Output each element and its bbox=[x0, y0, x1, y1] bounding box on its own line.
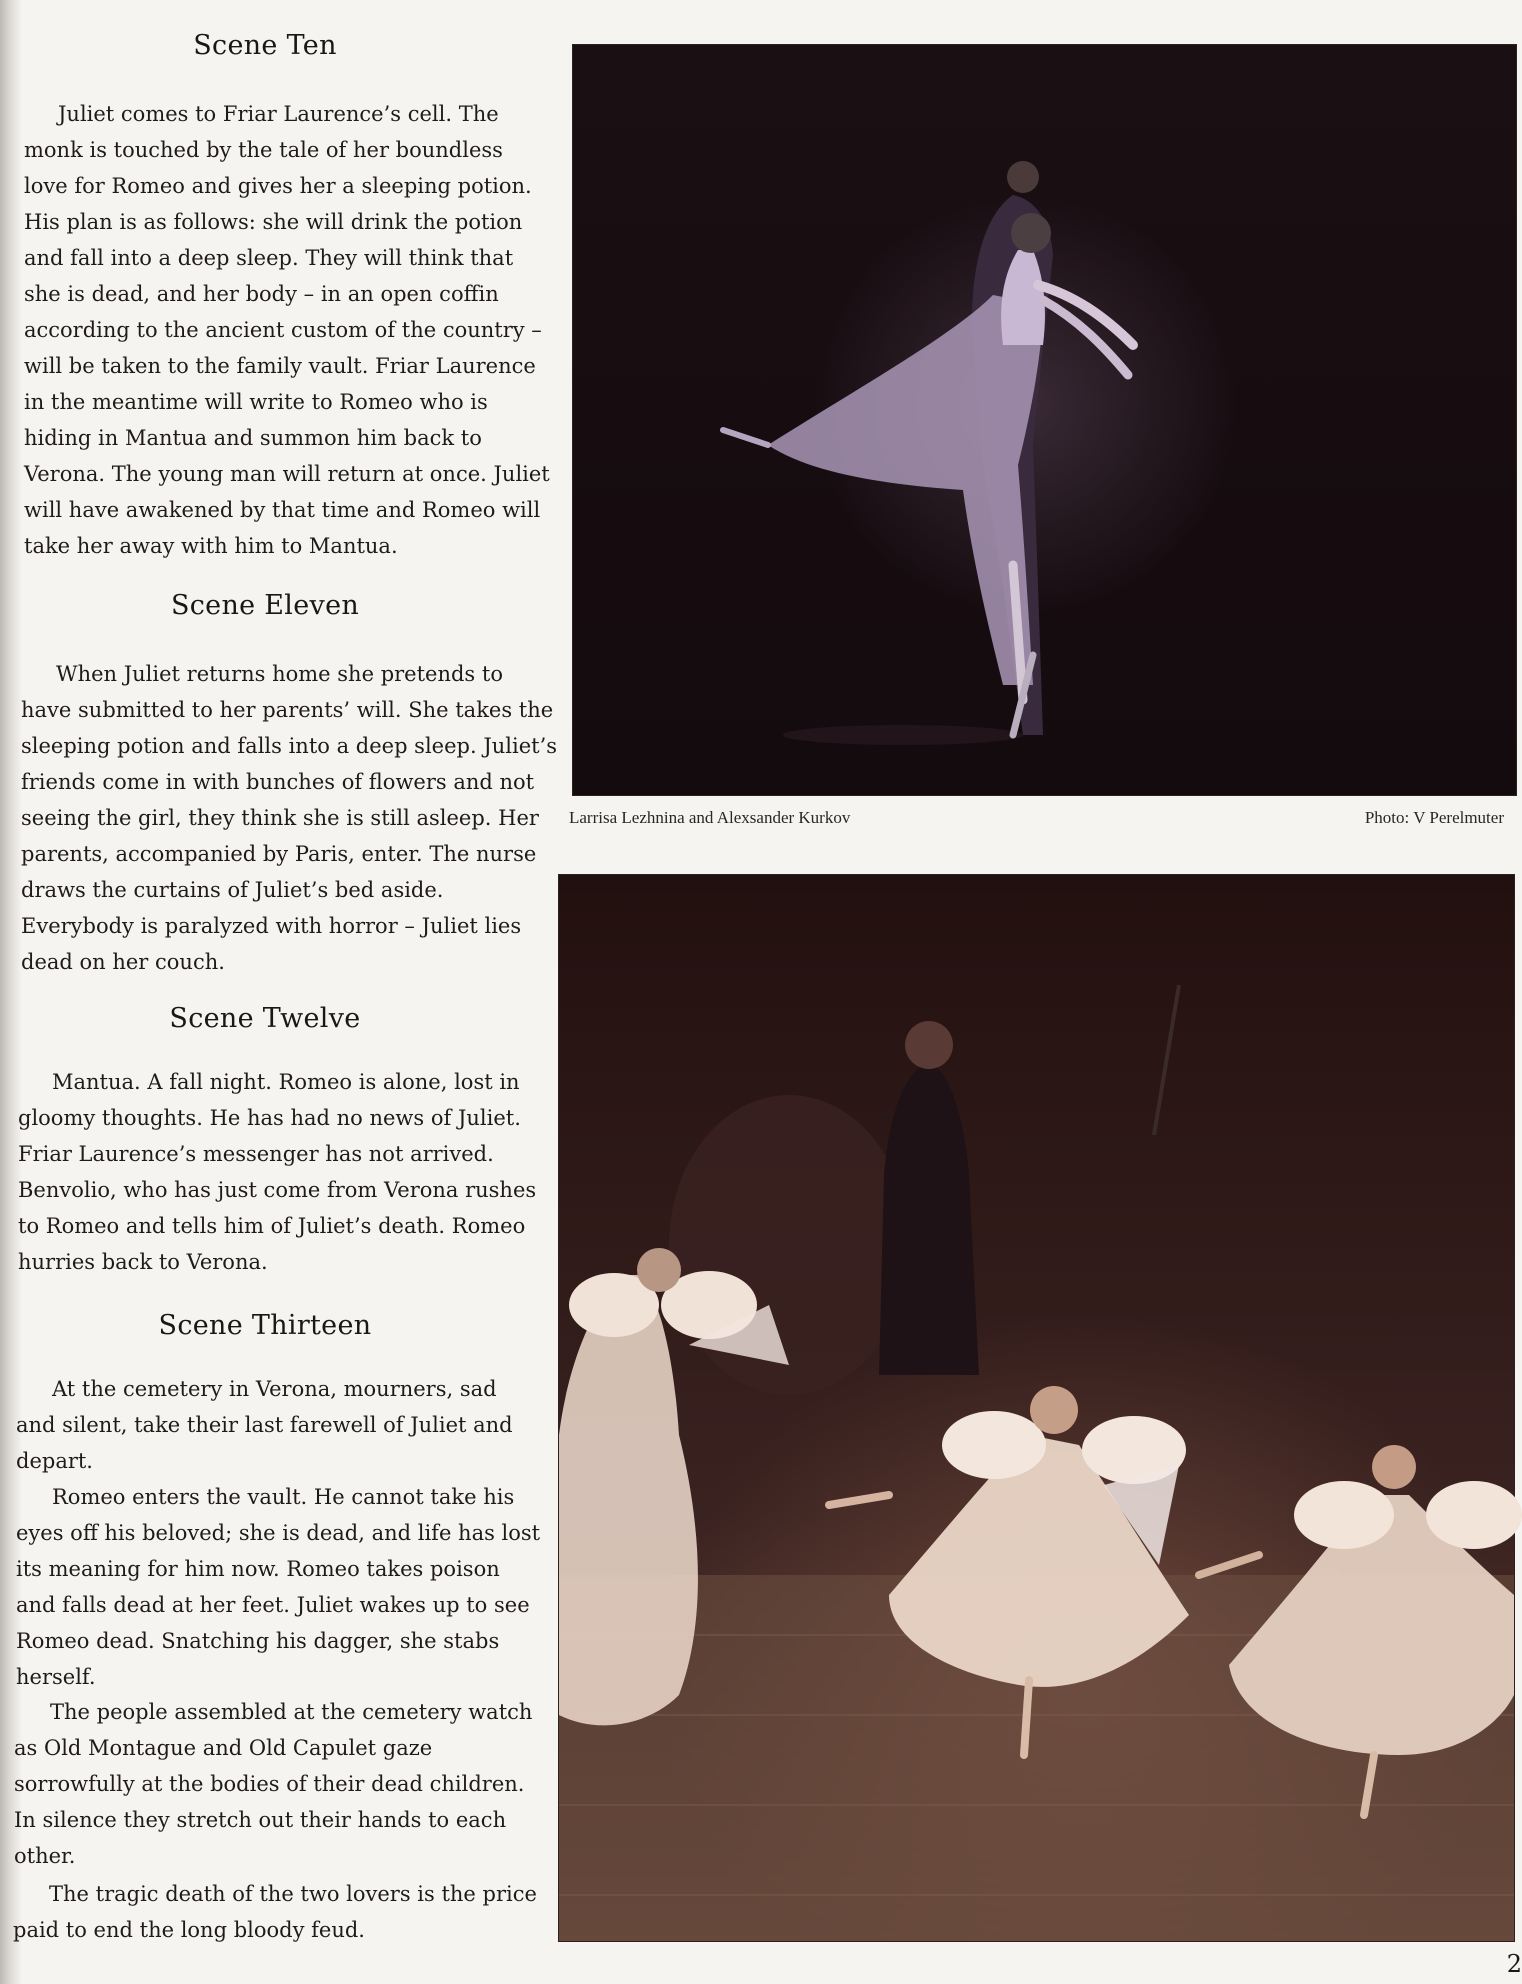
text-line: Mantua. A fall night. Romeo is alone, lost in bbox=[52, 1070, 520, 1094]
page-number: 2 bbox=[1506, 1950, 1522, 1978]
scene-ten-paragraph bbox=[24, 96, 550, 564]
text-line: The people assembled at the cemetery watch bbox=[50, 1700, 533, 1724]
dancers-illustration bbox=[573, 45, 1516, 795]
text-line: to Romeo and tells him of Juliet’s death. Romeo bbox=[18, 1214, 526, 1238]
text-line: Juliet comes to Friar Laurence’s cell. The bbox=[58, 102, 499, 126]
text-line: depart. bbox=[16, 1449, 93, 1473]
text-line: she is dead, and her body – in an open coffin bbox=[24, 282, 499, 306]
text-line: Romeo enters the vault. He cannot take his bbox=[52, 1485, 515, 1509]
scene-thirteen-paragraph-3 bbox=[14, 1694, 532, 1874]
dancers-photo-bottom bbox=[558, 874, 1515, 1942]
text-column bbox=[0, 0, 558, 1984]
scene-thirteen-paragraph-1 bbox=[16, 1371, 513, 1479]
text-line: and falls dead at her feet. Juliet wakes up to see bbox=[16, 1593, 530, 1617]
text-line: and silent, take their last farewell of Juliet and bbox=[16, 1413, 513, 1437]
text-line: love for Romeo and gives her a sleeping potion. bbox=[24, 174, 532, 198]
text-line: hurries back to Verona. bbox=[18, 1250, 268, 1274]
scene-eleven-heading: Scene Eleven bbox=[170, 590, 360, 621]
text-line: and fall into a deep sleep. They will think that bbox=[24, 246, 514, 270]
scene-eleven-paragraph bbox=[21, 656, 557, 980]
text-line: sorrowfully at the bodies of their dead children. bbox=[14, 1772, 525, 1796]
text-line: Friar Laurence’s messenger has not arrived. bbox=[18, 1142, 494, 1166]
text-line: in the meantime will write to Romeo who is bbox=[24, 390, 488, 414]
photo-caption: Larrisa Lezhnina and Alexsander Kurkov bbox=[569, 808, 851, 827]
text-line: have submitted to her parents’ will. She takes the bbox=[21, 698, 554, 722]
text-line: When Juliet returns home she pretends to bbox=[56, 662, 503, 686]
text-line: paid to end the long bloody feud. bbox=[13, 1918, 365, 1942]
dancers-photo-top bbox=[572, 44, 1517, 796]
text-line: according to the ancient custom of the country – bbox=[24, 318, 542, 342]
text-line: hiding in Mantua and summon him back to bbox=[24, 426, 482, 450]
text-line: dead on her couch. bbox=[21, 950, 225, 974]
text-line: as Old Montague and Old Capulet gaze bbox=[14, 1736, 433, 1760]
scene-ten-heading: Scene Ten bbox=[193, 30, 337, 61]
text-line: Verona. The young man will return at once. Juliet bbox=[24, 462, 550, 486]
scene-thirteen-heading: Scene Thirteen bbox=[158, 1310, 372, 1341]
text-line: seeing the girl, they think she is still asleep. Her bbox=[21, 806, 539, 830]
text-line: its meaning for him now. Romeo takes poison bbox=[16, 1557, 500, 1581]
text-line: friends come in with bunches of flowers and not bbox=[21, 770, 535, 794]
text-line: will be taken to the family vault. Friar Laurence bbox=[24, 354, 536, 378]
scene-thirteen-paragraph-4 bbox=[13, 1876, 537, 1948]
text-line: gloomy thoughts. He has had no news of Juliet. bbox=[18, 1106, 521, 1130]
dancers-with-fans-illustration bbox=[559, 875, 1514, 1941]
text-line: herself. bbox=[16, 1665, 96, 1689]
scene-twelve-paragraph bbox=[18, 1064, 536, 1280]
text-line: parents, accompanied by Paris, enter. The nurse bbox=[21, 842, 537, 866]
text-line: will have awakened by that time and Romeo will bbox=[24, 498, 541, 522]
photo-credit: Photo: V Perelmuter bbox=[1364, 808, 1504, 827]
text-line: draws the curtains of Juliet’s bed aside. bbox=[21, 878, 444, 902]
text-line: Everybody is paralyzed with horror – Juliet lies bbox=[21, 914, 522, 938]
text-line: Benvolio, who has just come from Verona rushes bbox=[18, 1178, 537, 1202]
text-line: sleeping potion and falls into a deep sleep. Juliet’s bbox=[21, 734, 558, 758]
text-line: eyes off his beloved; she is dead, and life has lost bbox=[16, 1521, 541, 1545]
text-line: The tragic death of the two lovers is the price bbox=[49, 1882, 537, 1906]
text-line: In silence they stretch out their hands to each bbox=[14, 1808, 507, 1832]
text-line: Romeo dead. Snatching his dagger, she stabs bbox=[16, 1629, 500, 1653]
text-line: His plan is as follows: she will drink the potion bbox=[24, 210, 523, 234]
text-line: At the cemetery in Verona, mourners, sad bbox=[52, 1377, 497, 1401]
text-line: monk is touched by the tale of her boundless bbox=[24, 138, 503, 162]
text-line: other. bbox=[14, 1844, 76, 1868]
scene-twelve-heading: Scene Twelve bbox=[169, 1003, 361, 1034]
scene-thirteen-paragraph-2 bbox=[16, 1479, 540, 1695]
text-line: take her away with him to Mantua. bbox=[24, 534, 398, 558]
